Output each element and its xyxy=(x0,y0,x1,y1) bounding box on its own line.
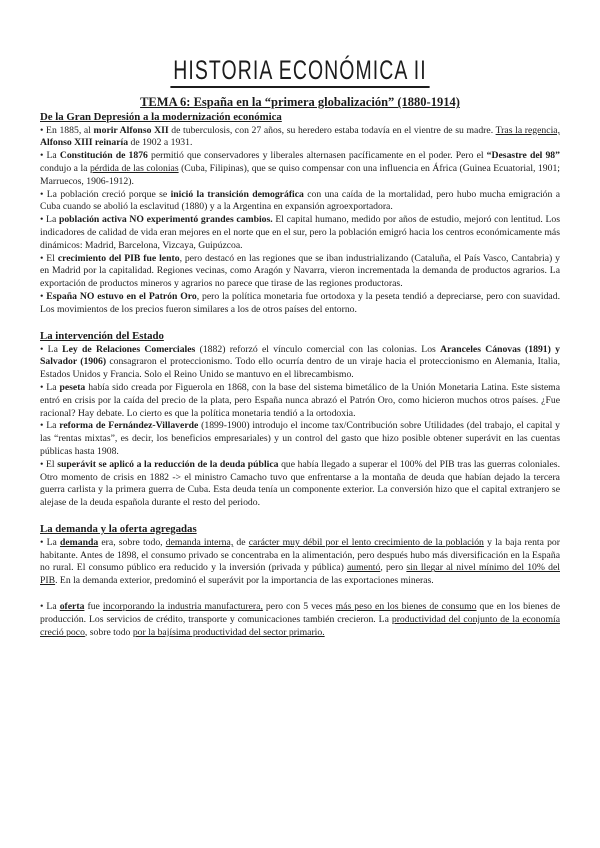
text-segment: • El xyxy=(40,252,58,264)
text-segment: sin llegar al nivel mínimo del 10% del PIB xyxy=(40,562,560,587)
text-segment: España NO estuvo en el Patrón Oro xyxy=(46,291,197,303)
text-segment: • La xyxy=(40,381,60,393)
paragraph-demanda xyxy=(40,537,560,588)
text-segment: de xyxy=(233,536,249,548)
paragraph-alfonso-xii xyxy=(40,125,560,151)
text-segment: (1882) reforzó el vínculo comercial con las colonias. Los xyxy=(195,343,441,355)
paragraph-superavit-deuda xyxy=(40,459,560,510)
text-segment: era, sobre todo, xyxy=(98,536,166,548)
text-segment: • La xyxy=(40,420,60,432)
text-segment: , pero la política monetaria fue ortodoxa y la peseta tendió a depreciarse, pero con suavidad. Los movimientos de los precios fueron similares a los de otros países del entorno. xyxy=(40,291,560,315)
text-segment: que en los bienes de producción. Los servicios de crédito, transporte y comunicaciones también crecieron. La xyxy=(40,601,561,625)
text-segment: pero con 5 veces xyxy=(262,601,336,613)
text-segment: • La xyxy=(40,214,59,226)
text-segment: • xyxy=(40,291,47,303)
text-segment: permitió que conservadores y liberales alternasen pacíficamente en el poder. Pero el xyxy=(147,150,487,162)
text-segment: • En 1885, al xyxy=(40,124,94,136)
text-segment: consagraron el proteccionismo. Todo ello ocurría dentro de un viraje hacia el proteccionismo en Alemania, Italia, Estados Unidos y Francia. Solo el Reino Unido se mantuvo en el librecambismo. xyxy=(40,356,561,381)
paragraph-ley-relaciones-comerciales xyxy=(40,344,560,382)
text-segment: , pero destacó en las regiones que se iban industrializando (Cataluña, el País Vasco, Cantabria) y en Madrid por la capitalidad. Regiones vecinas, como Aragón y Navarra, vieron incrementada la demanda de productos agrarios. La exportación de productos mineros y agrarios no parece que tirase de las regiones productoras. xyxy=(40,252,560,290)
paragraph-patron-oro xyxy=(40,291,560,317)
text-segment: (1899-1900) introdujo el income tax/Contribución sobre Utilidades (del trabajo, el capital y las “rentas mixtas”, es decir, los beneficios empresariales) y un control del gasto que hizo posible obtener superávit en las cuentas públicas hasta 1908. xyxy=(40,420,561,457)
paragraph-poblacion-activa xyxy=(40,214,560,252)
text-segment: incorporando la industria manufacturera, xyxy=(102,601,263,613)
text-segment: • La xyxy=(40,343,63,355)
text-segment: Ley de Relaciones Comerciales xyxy=(62,343,196,355)
text-segment: , sobre todo xyxy=(84,626,133,638)
doc-subtitle xyxy=(40,95,560,109)
text-segment: y la baja renta por habitante. Antes de 1898, el consumo privado se concentraba en la alimentación, pero después hubo más diversificación en la España no rural. El consumo público era reducido y la inversión (privada y pública) xyxy=(40,536,561,574)
text-segment: fue xyxy=(84,601,103,613)
paragraph-transicion-demografica xyxy=(40,189,560,215)
section-heading-demanda-oferta: La demanda y la oferta agregadas xyxy=(40,522,197,535)
text-segment: Aranceles Cánovas (1891) y Salvador (1906) xyxy=(40,343,560,368)
text-segment: Alfonso XIII reinaría xyxy=(40,137,129,149)
text-segment: condujo a la xyxy=(40,163,90,175)
text-segment: , pero xyxy=(380,562,407,574)
text-segment: que había llegado a superar el 100% del PIB tras las guerras coloniales. Otro momento de crisis en 1882 -> el ministro Camacho tuvo que enfrentarse a la montaña de deuda que habían dejado la tercera guerra carlista y la primera guerra de Cuba. Esta deuda tenía un componente exterior. La conversión hizo que el capital extranjero se alejase de la deuda española durante el resto del periodo. xyxy=(40,458,560,509)
text-segment: demanda xyxy=(59,536,99,548)
text-segment: oferta xyxy=(59,601,85,613)
text-segment: productividad del conjunto de la economía creció poco xyxy=(40,613,560,638)
text-segment: reforma de Fernández-Villaverde xyxy=(59,420,199,432)
paragraph-reforma-villaverde xyxy=(40,420,560,458)
paragraph-oferta xyxy=(40,601,560,639)
doc-title: HISTORIA ECONÓMICA II xyxy=(170,56,429,88)
text-segment: de tuberculosis, con 27 años, su heredero estaba todavía en el vientre de su madre. xyxy=(168,124,496,136)
text-segment: • La xyxy=(40,601,60,613)
text-segment: • La xyxy=(40,536,60,548)
text-segment: “Desastre del 98” xyxy=(486,150,560,162)
text-segment: crecimiento del PIB fue lento xyxy=(57,252,180,264)
text-segment: Tras la regencia, xyxy=(495,124,560,136)
text-segment: (Cuba, Filipinas), que se quiso compensar con una influencia en África (Guinea Ecuatorial, 1901; Marruecos, 1906-1912). xyxy=(40,163,560,187)
section-heading-intervencion-estado: La intervención del Estado xyxy=(40,329,164,342)
text-segment: • La xyxy=(40,150,60,162)
text-segment: por la bajísima productividad del sector primario. xyxy=(132,626,325,638)
text-segment: carácter muy débil por el lento crecimiento de la población xyxy=(248,536,484,548)
paragraph-peseta xyxy=(40,382,560,420)
text-segment: . En la demanda exterior, predominó el superávit por la importancia de las exportaciones mineras. xyxy=(55,575,434,587)
doc-subtitle-text: TEMA 6: España en la “primera globalización” (1880-1914) xyxy=(140,95,460,110)
title-wrap xyxy=(40,56,560,88)
paragraph-constitucion-1876 xyxy=(40,150,560,188)
text-segment: • La población creció porque se xyxy=(40,188,171,200)
section-heading-gran-depresion: De la Gran Depresión a la modernización económica xyxy=(40,110,282,123)
text-segment: Constitución de 1876 xyxy=(59,150,148,162)
text-segment: más peso en los bienes de consumo xyxy=(335,601,477,613)
text-segment: con una caída de la mortalidad, pero hubo mucha emigración a Cuba cuando se abolió la esclavitud (1880) y a la Argentina en expansión agroexportadora. xyxy=(40,188,560,213)
text-segment: • El xyxy=(40,458,58,470)
text-segment: morir Alfonso XII xyxy=(93,124,169,136)
paragraph-crecimiento-pib xyxy=(40,253,560,291)
text-segment: de 1902 a 1931. xyxy=(128,137,193,149)
text-segment: inició la transición demográfica xyxy=(170,188,304,200)
text-segment: El capital humano, medido por años de estudio, mejoró con lentitud. Los indicadores de calidad de vida eran mejores en el norte que en el sur, pero la población emigró hacia los centros económicamente más dinámicos: Madrid, Barcelona, Vizcaya, Guipúzcoa. xyxy=(40,214,560,251)
text-segment: pérdida de las colonias xyxy=(89,163,179,175)
text-segment: peseta xyxy=(59,381,86,393)
text-segment: aumentó xyxy=(346,562,381,574)
text-segment: demanda interna, xyxy=(165,536,234,548)
text-segment: superávit se aplicó a la reducción de la deuda pública xyxy=(57,458,279,470)
text-segment: población activa NO experimentó grandes cambios. xyxy=(58,214,273,226)
text-segment: había sido creada por Figuerola en 1868, con la base del sistema bimetálico de la Unión Monetaria Latina. Este sistema entró en crisis por la caída del precio de la plata, pero España nunca abrazó el Patrón Oro, como hicieron muchos otros países. ¿Fue racional? Hay debate. Lo cierto es que la política monetaria tendió a la ortodoxia. xyxy=(40,381,561,419)
